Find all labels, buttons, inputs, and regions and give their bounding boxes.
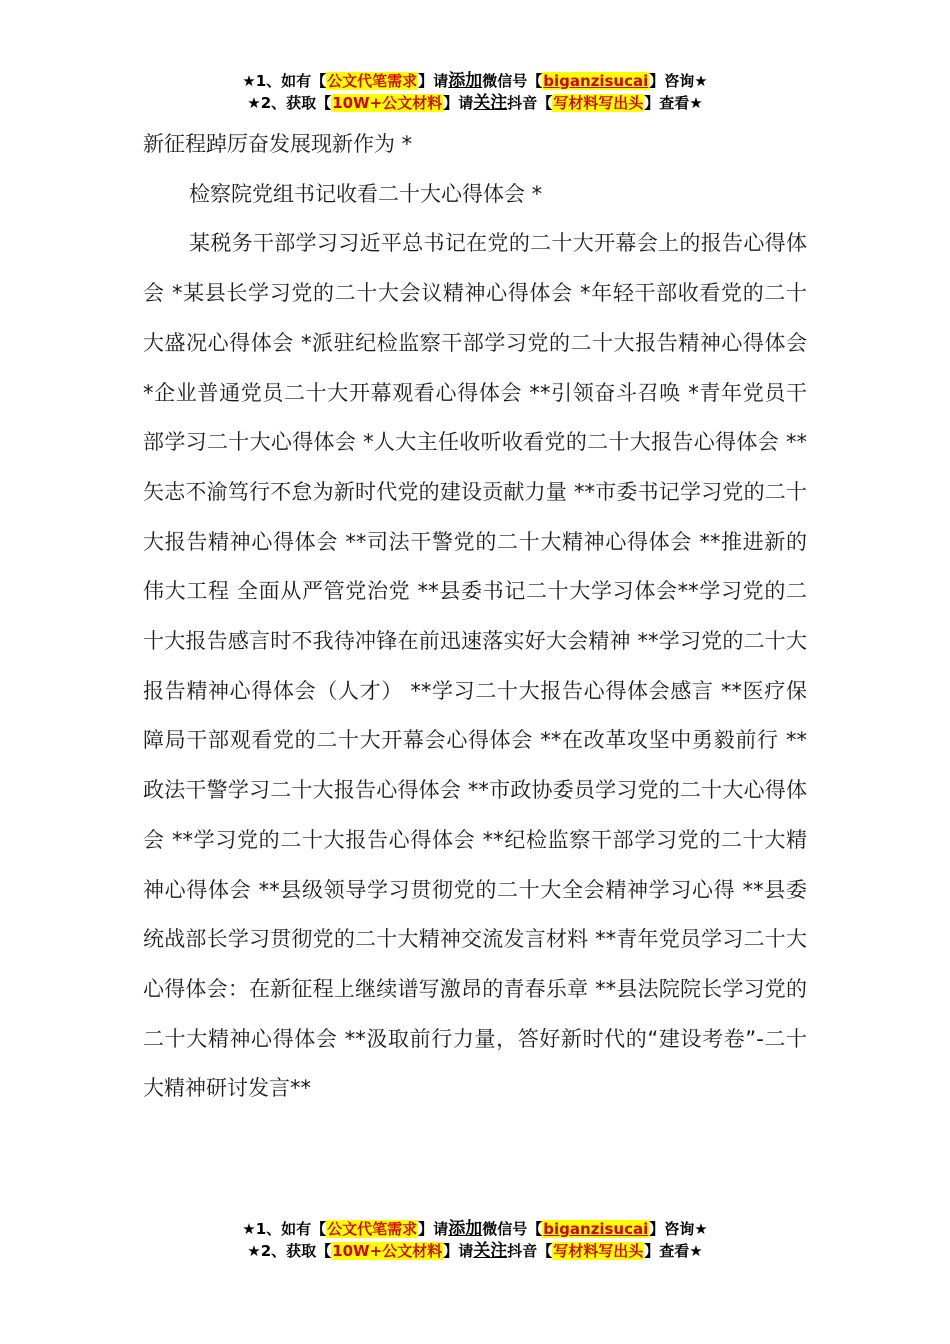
banner-emphasis: 关注 [473, 1241, 508, 1261]
highlight-materials: 10W+公文材料 [332, 1242, 443, 1260]
banner-line-2 [0, 92, 950, 114]
highlight-service: 公文代笔需求 [327, 72, 418, 90]
wechat-id-link[interactable]: biganzisucai [543, 72, 649, 90]
highlight-materials: 10W+公文材料 [332, 94, 443, 112]
banner-text: 抖音【 [507, 1242, 553, 1260]
header-banner [0, 70, 950, 114]
banner-text: 】请 [418, 1220, 449, 1238]
paragraph-2: 检察院党组书记收看二十大心得体会 * [189, 181, 543, 206]
footer-banner [0, 1218, 950, 1262]
banner-text: 】查看★ [644, 1242, 703, 1260]
banner-text: 微信号【 [482, 1220, 543, 1238]
banner-line-2 [0, 1240, 950, 1262]
document-body [143, 120, 807, 1114]
banner-text: 】请 [443, 1242, 474, 1260]
banner-text: 】请 [443, 94, 474, 112]
banner-emphasis: 关注 [473, 93, 508, 113]
banner-text: ★1、如有【 [242, 72, 327, 90]
banner-text: 】咨询★ [649, 1220, 708, 1238]
douyin-account: 写材料写出头 [553, 1242, 644, 1260]
paragraph-1: 新征程踔厉奋发展现新作为 * [143, 132, 413, 156]
highlight-service: 公文代笔需求 [327, 1220, 418, 1238]
banner-text: 抖音【 [507, 94, 553, 112]
banner-text: ★2、获取【 [247, 94, 332, 112]
banner-text: 】请 [418, 72, 449, 90]
banner-text: 微信号【 [482, 72, 543, 90]
banner-emphasis: 添加 [448, 71, 483, 91]
banner-text: 】咨询★ [649, 72, 708, 90]
banner-text: ★2、获取【 [247, 1242, 332, 1260]
douyin-account: 写材料写出头 [553, 94, 644, 112]
paragraph-3: 某税务干部学习习近平总书记在党的二十大开幕会上的报告心得体会 *某县长学习党的二十大会议精神心得体会 *年轻干部收看党的二十大盛况心得体会 *派驻纪检监察干部学习党的二十大报告精神心得体会 *企业普通党员二十大开幕观看心得体会 **引领奋斗召唤 *青年党员干部学习二十大心得体会 *人大主任收听收看党的二十大报告心得体会 **矢志不渝笃行不怠为新时代党的建设贡献力量 **市委书记学习党的二十大报告精神心得体会 **司法干警党的二十大精神心得体会 **推进新的伟大工程 全面从严管党治党 **县委书记二十大学习体会**学习党的二十大报告感言时不我待冲锋在前迅速落实好大会精神 **学习党的二十大报告精神心得体会（人才） **学习二十大报告心得体会感言 **医疗保障局干部观看党的二十大开幕会心得体会 **在改革攻坚中勇毅前行 **政法干警学习二十大报告心得体会 **市政协委员学习党的二十大心得体会 **学习党的二十大报告心得体会 **纪检监察干部学习党的二十大精神心得体会 **县级领导学习贯彻党的二十大全会精神学习心得 **县委统战部长学习贯彻党的二十大精神交流发言材料 **青年党员学习二十大心得体会：在新征程上继续谱写激昂的青春乐章 **县法院院长学习党的二十大精神心得体会 **汲取前行力量，答好新时代的“建设考卷”-二十大精神研讨发言** [143, 231, 807, 1101]
banner-line-1 [0, 1218, 950, 1240]
banner-text: ★1、如有【 [242, 1220, 327, 1238]
wechat-id-link[interactable]: biganzisucai [543, 1220, 649, 1238]
banner-emphasis: 添加 [448, 1219, 483, 1239]
banner-line-1 [0, 70, 950, 92]
banner-text: 】查看★ [644, 94, 703, 112]
